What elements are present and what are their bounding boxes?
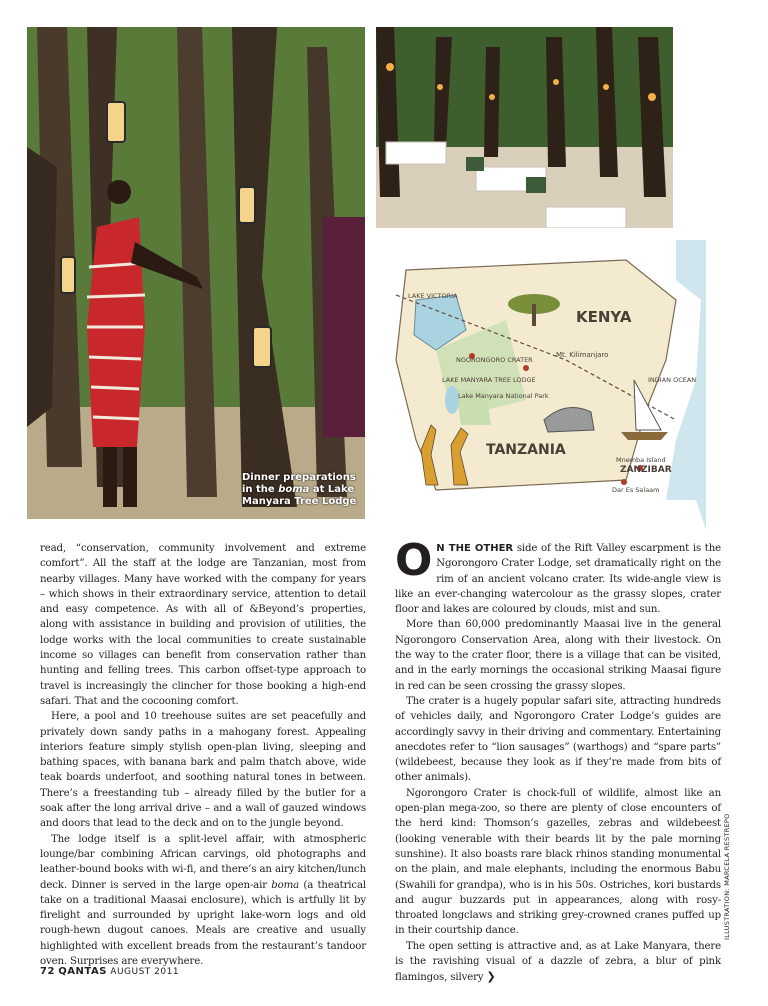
tanzania-map bbox=[376, 240, 706, 530]
page-number: 72 bbox=[40, 966, 55, 977]
boma-photo-art bbox=[27, 27, 365, 519]
map-label-kenya: KENYA bbox=[576, 308, 632, 326]
paragraph: Ngorongoro Crater is chock-full of wildlife, almost like an open-plan mega-zoo, so there are plenty of close encounters of the herd kind: Thomson’s gazelles, zebras and wildebeest (looking venerable with their beards lit by the pale morning sunshine). It also boasts rare black rhinos standing monumental on the plain, and male elephants, including the enormous Babu (Swahili for grandpa), who is in his 50s. Ostriches, kori bustards and augur buzzards put in appearances, along with rosy-throated longclaws and striking grey-crowned cranes puffed up in their courtship dance. bbox=[395, 787, 721, 937]
caption-text-end: at Lake Manyara Tree Lodge bbox=[242, 484, 357, 507]
map-label-dar-es-salaam: Dar Es Salaam bbox=[612, 486, 660, 494]
illustration-credit: ILLUSTRATION: MARCELA RESTREPO bbox=[723, 813, 731, 940]
paragraph: Here, a pool and 10 treehouse suites are set peacefully and privately down sandy paths in a mahogany forest. Appealing interiors feature simply stylish open-plan living, sleeping and bathing spaces, with banana bark and palm thatch above, wide teak boards underfoot, and soothing natural tones in between. There’s a freestanding tub – already filled by the butler for a soak after the long arrival drive – and a wall of gauzed windows and doors that lead to the deck and on to the jungle beyond. bbox=[40, 711, 366, 830]
lead-in: N THE OTHER bbox=[436, 543, 514, 554]
map-label-mnemba: Mnemba Island bbox=[616, 456, 666, 464]
map-label-tanzania: TANZANIA bbox=[486, 442, 566, 458]
map-label-zanzibar: ZANZIBAR bbox=[620, 465, 672, 475]
paragraph: O N THE OTHER side of the Rift Valley escarpment is the Ngorongoro Crater Lodge, set dramatically right on the rim of an ancient volcano crater. Its wide-angle view is like an ever-changing watercolour as the grassy slopes, crater floor and lakes are coloured by clouds, mist and sun. bbox=[395, 535, 721, 616]
drop-cap: O bbox=[395, 535, 433, 586]
map-illustration bbox=[376, 240, 706, 530]
map-label-ngorongoro: NGORONGORO CRATER bbox=[456, 356, 533, 364]
paragraph: The lodge itself is a split-level affair, with atmospheric lounge/bar combining African carvings, old photographs and leather-bound books with wi-fi, and there’s an airy kitchen/lunch deck. Dinner is served in the large open-air boma (a theatrical take on a traditional Maasai enclosure), which is artfully lit by firelight and surrounded by upright lake-worn logs and old rough-hewn dugout canoes. Meals are creative and usually highlighted with excellent breads from the restaurant’s tandoor oven. Surprises are everywhere. bbox=[40, 833, 366, 968]
continue-arrow-icon: ❯ bbox=[486, 970, 496, 984]
map-label-lake-manyara-lodge: LAKE MANYARA TREE LODGE bbox=[442, 376, 536, 384]
paragraph: The crater is a hugely popular safari site, attracting hundreds of vehicles daily, and Ngorongoro Crater Lodge’s guides are accordingly savvy in their driving and commentary. Entertaining anecdotes refer to “lion sausages” (warthogs) and “spare parts” (wildebeest, because they look as if they’re made from bits of other animals). bbox=[395, 695, 721, 784]
paragraph: The open setting is attractive and, as at Lake Manyara, there is the ravishing visual of a dazzle of zebra, a blur of pink flamingos, silvery ❯ bbox=[395, 940, 721, 984]
dining-photo-art bbox=[376, 27, 673, 228]
map-label-indian-ocean: INDIAN OCEAN bbox=[648, 376, 697, 384]
body-column-right bbox=[395, 535, 721, 986]
body-column-left bbox=[40, 541, 366, 969]
photo-caption bbox=[242, 472, 362, 508]
dining-tables-photo bbox=[376, 27, 673, 228]
map-label-lake-manyara-np: Lake Manyara National Park bbox=[458, 392, 549, 400]
map-label-kilimanjaro: Mt. Kilimanjaro bbox=[556, 351, 609, 359]
caption-text-start: Dinner preparations in the bbox=[242, 472, 356, 495]
lodge-boma-photo bbox=[27, 27, 365, 519]
caption-italic: boma bbox=[278, 484, 310, 495]
issue-date: AUGUST 2011 bbox=[110, 967, 180, 977]
magazine-name: QANTAS bbox=[58, 966, 107, 977]
page-folio bbox=[40, 966, 179, 977]
paragraph: read, “conservation, community involvement and extreme comfort”. All the staff at the lodge are Tanzanian, most from nearby villages. Many have worked with the company for years – which shows in their extraordinary service, attention to detail and easy competence. As with all of &Beyond’s properties, along with assistance in building and provision of utilities, the lodge works with the local communities to create sustainable income so villages can benefit from conservation rather than hunting and felling trees. This carbon offset-type approach to travel is increasingly the clincher for those booking a high-end safari. That and the cocooning comfort. bbox=[40, 543, 366, 707]
paragraph: More than 60,000 predominantly Maasai live in the general Ngorongoro Conservation Area, along with their livestock. On the way to the crater floor, there is a village that can be visited, and in the early mornings the occasional striking Maasai figure in red can be seen crossing the grassy slopes. bbox=[395, 619, 721, 692]
map-label-lake-victoria: LAKE VICTORIA bbox=[408, 292, 458, 300]
